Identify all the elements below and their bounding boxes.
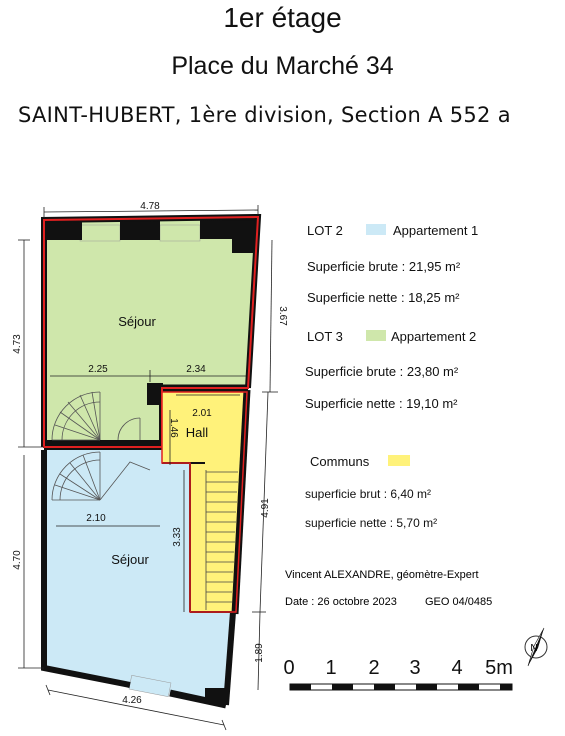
wall-pier	[120, 220, 160, 240]
wall-pier	[200, 219, 232, 239]
address-title: Place du Marché 34	[171, 52, 394, 80]
dim-sejour-right: 2.34	[186, 364, 206, 375]
wall-block	[147, 383, 163, 405]
room-label-hall: Hall	[185, 425, 209, 440]
north-arrow-icon	[525, 628, 547, 666]
scale-label-3: 3	[409, 657, 421, 679]
dim-left-bottom: 4.70	[12, 550, 23, 570]
legend-lot2-swatch	[366, 224, 386, 235]
floor-title: 1er étage	[223, 2, 342, 33]
legend-lot2-net: Superficie nette : 18,25 m²	[307, 290, 460, 305]
window-upper-2	[160, 225, 200, 241]
legend-lot2-name: Appartement 1	[393, 223, 479, 238]
dim-right-middle: 4.91	[260, 498, 271, 518]
wall-pier	[44, 220, 82, 240]
wall-block	[44, 440, 164, 450]
dim-hall-width: 2.01	[192, 408, 212, 419]
scale-label-4: 4	[451, 657, 463, 679]
dim-lower-depth: 3.33	[172, 527, 183, 547]
room-label-sejour-top: Séjour	[118, 314, 156, 329]
legend-communs-swatch	[388, 455, 410, 466]
dim-lower-width: 2.10	[86, 513, 106, 524]
room-label-sejour-bottom: Séjour	[111, 552, 149, 567]
scale-label-2: 2	[368, 657, 380, 679]
dim-right-lower: 1.89	[254, 643, 265, 663]
dim-bottom-width: 4.26	[122, 695, 142, 706]
scale-label-5m: 5m	[485, 657, 513, 679]
reference-number: GEO 04/0485	[425, 596, 493, 608]
legend-lot3-gross: Superficie brute : 23,80 m²	[305, 364, 459, 379]
scale-bar	[283, 657, 512, 690]
scale-label-0: 0	[283, 657, 295, 679]
legend-communs-gross: superficie brut : 6,40 m²	[305, 487, 432, 501]
wall-pier	[205, 688, 229, 704]
legend-communs-net: superficie nette : 5,70 m²	[305, 516, 438, 530]
window-upper-1	[80, 225, 120, 241]
survey-date: Date : 26 octobre 2023	[285, 596, 397, 608]
dim-hall-height: 1.46	[168, 418, 179, 438]
scale-label-1: 1	[325, 657, 337, 679]
dim-left-top: 4.73	[12, 334, 23, 354]
legend-lot3-net: Superficie nette : 19,10 m²	[305, 396, 458, 411]
legend-lot3-swatch	[366, 330, 386, 341]
legend-communs-name: Communs	[310, 454, 370, 469]
legend-lot3-id: LOT 3	[307, 329, 343, 344]
dim-right-upper: 3.67	[277, 306, 288, 326]
cadastre-reference: SAINT-HUBERT, 1ère division, Section A 552 a	[18, 103, 511, 127]
legend	[305, 223, 478, 530]
dim-top-width: 4.78	[140, 201, 160, 212]
legend-lot3-name: Appartement 2	[391, 329, 477, 344]
legend-lot2-id: LOT 2	[307, 223, 343, 238]
surveyor-credit: Vincent ALEXANDRE, géomètre-Expert	[285, 569, 479, 581]
dim-sejour-left: 2.25	[88, 364, 108, 375]
north-label: N	[530, 643, 538, 654]
legend-lot2-gross: Superficie brute : 21,95 m²	[307, 259, 461, 274]
wall-pier	[232, 219, 256, 253]
